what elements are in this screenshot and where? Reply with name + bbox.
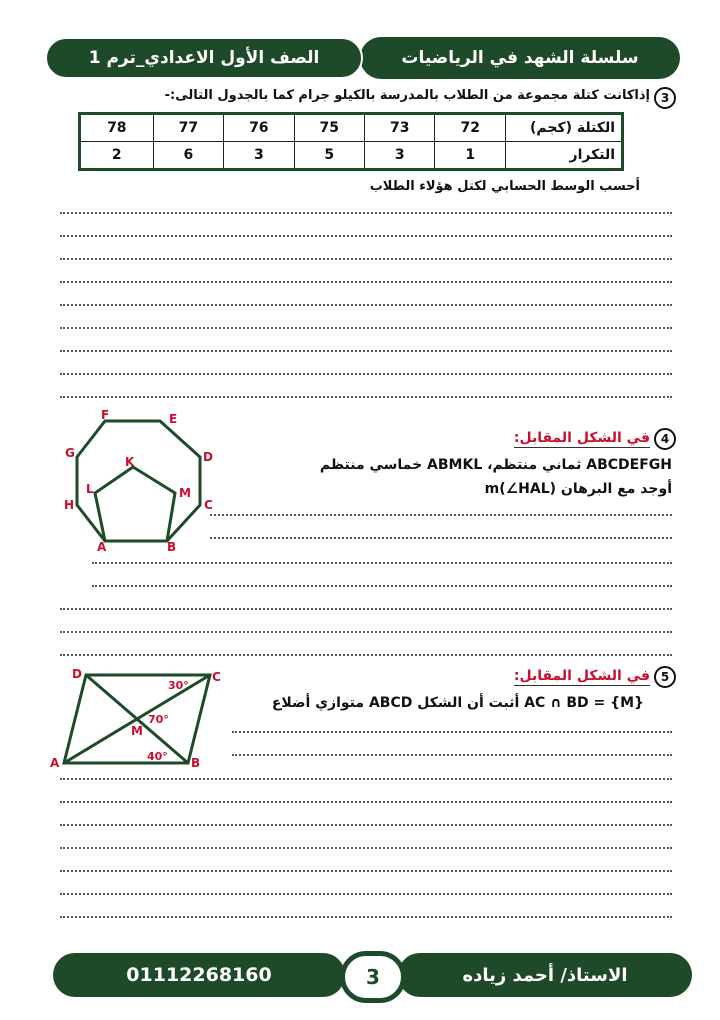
table-cell: 5: [294, 142, 364, 170]
answer-line: [60, 373, 672, 375]
table-cell: 3: [365, 142, 435, 170]
answer-line: [60, 258, 672, 260]
teacher-name: الاستاذ/ أحمد زياده: [462, 964, 628, 986]
label-m: M: [179, 486, 191, 500]
q4-number: 4: [654, 428, 676, 450]
answer-line: [60, 847, 672, 849]
q5-line1: AC ∩ BD = {M} أثبت أن الشكل ABCD متوازي أضلاع: [271, 695, 644, 711]
series-title: سلسلة الشهد في الرياضيات: [401, 48, 639, 68]
table-cell: 75: [294, 114, 364, 142]
label-b: B: [167, 540, 177, 554]
answer-line: [60, 608, 672, 610]
answer-line: [60, 654, 672, 656]
table-row: [80, 114, 623, 142]
angle-m-label: 70°: [148, 713, 169, 726]
answer-line: [60, 778, 672, 780]
page-number: 3: [340, 951, 406, 1003]
label-k: K: [125, 455, 135, 469]
table-cell: 1: [435, 142, 506, 170]
answer-line: [60, 350, 672, 352]
grade-label: الصف الأول الاعدادي_ترم 1: [88, 48, 320, 68]
answer-line: [60, 916, 672, 918]
phone-banner: [53, 953, 345, 997]
pentagon-shape: [95, 467, 175, 541]
table-row-label: التكرار: [506, 142, 623, 170]
answer-line: [210, 537, 672, 539]
q4-line2: أوجد مع البرهان m(∠HAL): [484, 481, 672, 497]
label-h: H: [64, 498, 75, 512]
answer-line: [60, 870, 672, 872]
answer-line: [60, 801, 672, 803]
angle-c-label: 30°: [168, 679, 189, 692]
label-l: L: [86, 482, 94, 496]
table-cell: 78: [80, 114, 154, 142]
label-d: D: [72, 667, 82, 681]
label-c: C: [204, 498, 213, 512]
answer-line: [60, 235, 672, 237]
table-cell: 73: [365, 114, 435, 142]
q4-line1: ABCDEFGH ثماني منتظم، ABMKL خماسي منتظم: [319, 457, 672, 473]
octagon-pentagon-figure: [55, 405, 225, 555]
answer-line: [232, 731, 672, 733]
q3-task: أحسب الوسط الحسابي لكتل هؤلاء الطلاب: [369, 179, 640, 194]
label-e: E: [169, 412, 178, 426]
table-row-label: الكتلة (كجم): [506, 114, 623, 142]
answer-line: [232, 754, 672, 756]
q4-heading: في الشكل المقابل:: [513, 430, 650, 446]
table-cell: 72: [435, 114, 506, 142]
label-g: G: [65, 446, 75, 460]
grade-banner: [45, 37, 363, 79]
label-f: F: [101, 408, 110, 422]
series-title-banner: [360, 37, 680, 79]
answer-line: [92, 585, 672, 587]
label-m: M: [131, 724, 143, 738]
q3-prompt: إذاكانت كتلة مجموعة من الطلاب بالمدرسة بالكيلو جرام كما بالجدول التالى:-: [164, 88, 650, 103]
answer-line: [60, 824, 672, 826]
answer-line: [60, 396, 672, 398]
q3-number: 3: [654, 87, 676, 109]
answer-line: [60, 631, 672, 633]
parallelogram-figure: [48, 663, 228, 773]
label-c: C: [212, 670, 221, 684]
table-cell: 3: [224, 142, 294, 170]
q4-heading-wrap: [514, 430, 650, 446]
answer-line: [60, 212, 672, 214]
answer-line: [60, 304, 672, 306]
phone-number: 01112268160: [126, 964, 272, 986]
table-cell: 77: [153, 114, 223, 142]
q5-number: 5: [654, 666, 676, 688]
answer-line: [60, 893, 672, 895]
table-cell: 6: [153, 142, 223, 170]
q5-heading: في الشكل المقابل:: [513, 668, 650, 684]
teacher-banner: [398, 953, 692, 997]
label-d: D: [203, 450, 213, 464]
answer-line: [210, 514, 672, 516]
table-cell: 76: [224, 114, 294, 142]
octagon-shape: [77, 421, 200, 541]
answer-line: [60, 281, 672, 283]
answer-line: [92, 562, 672, 564]
label-b: B: [191, 756, 201, 770]
angle-b-label: 40°: [147, 750, 168, 763]
label-a: A: [97, 540, 107, 554]
table-row: [80, 142, 623, 170]
label-a: A: [50, 756, 60, 770]
frequency-table: [78, 112, 624, 171]
q5-heading-wrap: [514, 668, 650, 684]
table-cell: 2: [80, 142, 154, 170]
answer-line: [60, 327, 672, 329]
